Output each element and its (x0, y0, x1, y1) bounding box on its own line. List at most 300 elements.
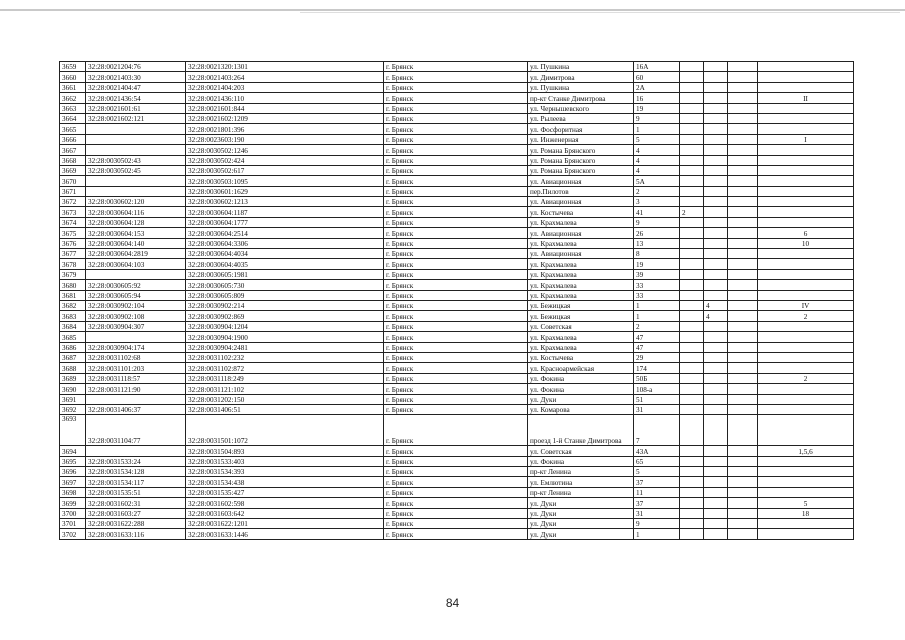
building-cadastral-number-cell: 32:28:0021601:844 (186, 103, 384, 113)
extra-cell-8 (704, 228, 728, 238)
building-cadastral-number-cell: 32:28:0031121:102 (186, 384, 384, 394)
row-number-cell: 3663 (60, 103, 86, 113)
building-cadastral-number-cell: 32:28:0021436:110 (186, 93, 384, 103)
table-row (60, 259, 854, 269)
extra-cell-8 (704, 217, 728, 227)
table-row (60, 394, 854, 404)
row-number-cell: 3694 (60, 446, 86, 456)
extra-cell-9 (728, 300, 758, 310)
house-number-cell: 5А (634, 176, 680, 186)
building-cadastral-number-cell: 32:28:0030904:1204 (186, 321, 384, 331)
house-number-cell: 26 (634, 228, 680, 238)
house-number-cell: 33 (634, 290, 680, 300)
premises-cell (758, 290, 854, 300)
house-number-cell: 39 (634, 269, 680, 279)
city-cell: г. Брянск (384, 134, 528, 144)
table-row (60, 352, 854, 362)
building-cadastral-number-cell: 32:28:0030502:424 (186, 155, 384, 165)
extra-cell-9 (728, 145, 758, 155)
extra-cell-7 (680, 487, 704, 497)
land-cadastral-number-cell: 32:28:0030604:128 (86, 217, 186, 227)
house-number-cell: 31 (634, 508, 680, 518)
premises-cell (758, 519, 854, 529)
extra-cell-7 (680, 508, 704, 518)
extra-cell-9 (728, 477, 758, 487)
building-cadastral-number-cell: 32:28:0030602:1213 (186, 197, 384, 207)
street-cell: пр-кт Ленина (528, 467, 634, 477)
building-cadastral-number-cell: 32:28:0030902:214 (186, 300, 384, 310)
extra-cell-7: 2 (680, 207, 704, 217)
building-cadastral-number-cell: 32:28:0030605:730 (186, 280, 384, 290)
land-cadastral-number-cell: 32:28:0030605:92 (86, 280, 186, 290)
extra-cell-8 (704, 269, 728, 279)
premises-cell: II (758, 93, 854, 103)
land-cadastral-number-cell (86, 124, 186, 134)
house-number-cell: 37 (634, 477, 680, 487)
extra-cell-9 (728, 332, 758, 342)
extra-cell-9 (728, 197, 758, 207)
extra-cell-8 (704, 72, 728, 82)
extra-cell-8 (704, 456, 728, 466)
row-number-cell: 3676 (60, 238, 86, 248)
extra-cell-8 (704, 249, 728, 259)
row-number-cell: 3693 (60, 415, 86, 446)
house-number-cell: 174 (634, 363, 680, 373)
land-cadastral-number-cell: 32:28:0030604:2819 (86, 249, 186, 259)
city-cell: г. Брянск (384, 404, 528, 414)
city-cell: г. Брянск (384, 280, 528, 290)
land-cadastral-number-cell (86, 176, 186, 186)
building-cadastral-number-cell: 32:28:0031406:51 (186, 404, 384, 414)
premises-cell (758, 217, 854, 227)
row-number-cell: 3669 (60, 165, 86, 175)
land-cadastral-number-cell: 32:28:0031602:31 (86, 498, 186, 508)
table-row (60, 103, 854, 113)
street-cell: ул. Костычева (528, 207, 634, 217)
street-cell: ул. Романа Брянского (528, 155, 634, 165)
house-number-cell: 29 (634, 352, 680, 362)
house-number-cell: 5 (634, 467, 680, 477)
row-number-cell: 3684 (60, 321, 86, 331)
street-cell: ул. Рылеева (528, 113, 634, 123)
land-cadastral-number-cell: 32:28:0021403:30 (86, 72, 186, 82)
premises-cell (758, 207, 854, 217)
table-row (60, 249, 854, 259)
table-row (60, 134, 854, 144)
extra-cell-8 (704, 498, 728, 508)
extra-cell-9 (728, 186, 758, 196)
building-cadastral-number-cell: 32:28:0023603:190 (186, 134, 384, 144)
street-cell: ул. Романа Брянского (528, 165, 634, 175)
extra-cell-8 (704, 487, 728, 497)
city-cell: г. Брянск (384, 446, 528, 456)
extra-cell-9 (728, 321, 758, 331)
extra-cell-7 (680, 467, 704, 477)
extra-cell-8 (704, 259, 728, 269)
extra-cell-7 (680, 155, 704, 165)
extra-cell-7 (680, 404, 704, 414)
house-number-cell: 4 (634, 145, 680, 155)
premises-cell (758, 384, 854, 394)
registry-table (59, 61, 854, 540)
table-row (60, 62, 854, 72)
land-cadastral-number-cell: 32:28:0031603:27 (86, 508, 186, 518)
extra-cell-9 (728, 280, 758, 290)
extra-cell-8 (704, 207, 728, 217)
house-number-cell: 2 (634, 186, 680, 196)
row-number-cell: 3689 (60, 373, 86, 383)
building-cadastral-number-cell: 32:28:0031102:872 (186, 363, 384, 373)
row-number-cell: 3659 (60, 62, 86, 72)
land-cadastral-number-cell: 32:28:0030602:120 (86, 197, 186, 207)
table-row (60, 415, 854, 446)
table-row (60, 269, 854, 279)
city-cell: г. Брянск (384, 197, 528, 207)
building-cadastral-number-cell: 32:28:0031622:1201 (186, 519, 384, 529)
extra-cell-7 (680, 249, 704, 259)
house-number-cell: 33 (634, 280, 680, 290)
extra-cell-7 (680, 186, 704, 196)
extra-cell-8 (704, 384, 728, 394)
extra-cell-8 (704, 321, 728, 331)
extra-cell-9 (728, 498, 758, 508)
extra-cell-9 (728, 363, 758, 373)
building-cadastral-number-cell: 32:28:0030904:1900 (186, 332, 384, 342)
street-cell: ул. Дуки (528, 529, 634, 539)
city-cell: г. Брянск (384, 332, 528, 342)
city-cell: г. Брянск (384, 467, 528, 477)
building-cadastral-number-cell: 32:28:0021602:1209 (186, 113, 384, 123)
street-cell: ул. Крахмалева (528, 342, 634, 352)
extra-cell-7 (680, 498, 704, 508)
extra-cell-7 (680, 62, 704, 72)
extra-cell-9 (728, 467, 758, 477)
row-number-cell: 3698 (60, 487, 86, 497)
house-number-cell: 47 (634, 332, 680, 342)
house-number-cell: 5 (634, 134, 680, 144)
premises-cell (758, 259, 854, 269)
premises-cell (758, 72, 854, 82)
premises-cell (758, 280, 854, 290)
premises-cell: 2 (758, 373, 854, 383)
building-cadastral-number-cell: 32:28:0031534:393 (186, 467, 384, 477)
extra-cell-8 (704, 124, 728, 134)
land-cadastral-number-cell: 32:28:0030904:307 (86, 321, 186, 331)
land-cadastral-number-cell: 32:28:0021602:121 (86, 113, 186, 123)
street-cell: ул. Дуки (528, 394, 634, 404)
extra-cell-9 (728, 155, 758, 165)
extra-cell-9 (728, 394, 758, 404)
table-row (60, 145, 854, 155)
row-number-cell: 3677 (60, 249, 86, 259)
table-row (60, 82, 854, 92)
premises-cell: 1,5,6 (758, 446, 854, 456)
row-number-cell: 3666 (60, 134, 86, 144)
extra-cell-7 (680, 446, 704, 456)
city-cell: г. Брянск (384, 269, 528, 279)
table-row (60, 519, 854, 529)
premises-cell (758, 415, 854, 446)
building-cadastral-number-cell: 32:28:0030605:809 (186, 290, 384, 300)
row-number-cell: 3683 (60, 311, 86, 321)
premises-cell (758, 467, 854, 477)
street-cell: ул. Крахмалева (528, 290, 634, 300)
land-cadastral-number-cell: 32:28:0031102:68 (86, 352, 186, 362)
land-cadastral-number-cell: 32:28:0030604:140 (86, 238, 186, 248)
extra-cell-8 (704, 93, 728, 103)
house-number-cell: 41 (634, 207, 680, 217)
table-row (60, 373, 854, 383)
table-row (60, 456, 854, 466)
premises-cell (758, 62, 854, 72)
row-number-cell: 3679 (60, 269, 86, 279)
extra-cell-8 (704, 352, 728, 362)
city-cell: г. Брянск (384, 363, 528, 373)
street-cell: ул. Пушкина (528, 82, 634, 92)
extra-cell-8 (704, 332, 728, 342)
extra-cell-7 (680, 269, 704, 279)
land-cadastral-number-cell: 32:28:0030604:103 (86, 259, 186, 269)
house-number-cell: 108-а (634, 384, 680, 394)
row-number-cell: 3685 (60, 332, 86, 342)
extra-cell-9 (728, 415, 758, 446)
extra-cell-7 (680, 280, 704, 290)
land-cadastral-number-cell: 32:28:0030604:116 (86, 207, 186, 217)
city-cell: г. Брянск (384, 352, 528, 362)
extra-cell-9 (728, 217, 758, 227)
land-cadastral-number-cell: 32:28:0030604:153 (86, 228, 186, 238)
row-number-cell: 3661 (60, 82, 86, 92)
page-number: 84 (445, 596, 460, 610)
table-row (60, 165, 854, 175)
house-number-cell: 16 (634, 93, 680, 103)
table-row (60, 300, 854, 310)
table-row (60, 113, 854, 123)
extra-cell-7 (680, 113, 704, 123)
building-cadastral-number-cell: 32:28:0031504:893 (186, 446, 384, 456)
house-number-cell: 43А (634, 446, 680, 456)
house-number-cell: 4 (634, 165, 680, 175)
extra-cell-8 (704, 280, 728, 290)
extra-cell-9 (728, 373, 758, 383)
land-cadastral-number-cell (86, 145, 186, 155)
row-number-cell: 3680 (60, 280, 86, 290)
extra-cell-9 (728, 290, 758, 300)
scan-top-edge (0, 9, 905, 11)
land-cadastral-number-cell (86, 186, 186, 196)
building-cadastral-number-cell: 32:28:0021403:264 (186, 72, 384, 82)
street-cell: ул. Советская (528, 446, 634, 456)
row-number-cell: 3678 (60, 259, 86, 269)
extra-cell-7 (680, 415, 704, 446)
house-number-cell: 1 (634, 311, 680, 321)
street-cell: ул. Крахмалева (528, 217, 634, 227)
table-row (60, 477, 854, 487)
extra-cell-7 (680, 519, 704, 529)
premises-cell (758, 176, 854, 186)
extra-cell-7 (680, 456, 704, 466)
building-cadastral-number-cell: 32:28:0030502:617 (186, 165, 384, 175)
city-cell: г. Брянск (384, 103, 528, 113)
extra-cell-7 (680, 311, 704, 321)
table-row (60, 207, 854, 217)
city-cell: г. Брянск (384, 82, 528, 92)
house-number-cell: 4 (634, 155, 680, 165)
building-cadastral-number-cell: 32:28:0031202:150 (186, 394, 384, 404)
house-number-cell: 60 (634, 72, 680, 82)
building-cadastral-number-cell: 32:28:0031534:438 (186, 477, 384, 487)
land-cadastral-number-cell: 32:28:0031533:24 (86, 456, 186, 466)
city-cell: г. Брянск (384, 217, 528, 227)
city-cell: г. Брянск (384, 249, 528, 259)
land-cadastral-number-cell: 32:28:0031104:77 (86, 415, 186, 446)
extra-cell-7 (680, 228, 704, 238)
building-cadastral-number-cell: 32:28:0030604:1777 (186, 217, 384, 227)
street-cell: ул. Инженерная (528, 134, 634, 144)
premises-cell: 2 (758, 311, 854, 321)
building-cadastral-number-cell: 32:28:0030502:1246 (186, 145, 384, 155)
extra-cell-9 (728, 72, 758, 82)
building-cadastral-number-cell: 32:28:0030604:4034 (186, 249, 384, 259)
premises-cell: IV (758, 300, 854, 310)
building-cadastral-number-cell: 32:28:0030904:2481 (186, 342, 384, 352)
premises-cell (758, 394, 854, 404)
land-cadastral-number-cell: 32:28:0021436:54 (86, 93, 186, 103)
premises-cell: 5 (758, 498, 854, 508)
extra-cell-7 (680, 238, 704, 248)
table-row (60, 238, 854, 248)
house-number-cell: 9 (634, 113, 680, 123)
building-cadastral-number-cell: 32:28:0030902:869 (186, 311, 384, 321)
land-cadastral-number-cell (86, 134, 186, 144)
city-cell: г. Брянск (384, 373, 528, 383)
land-cadastral-number-cell: 32:28:0030902:108 (86, 311, 186, 321)
house-number-cell: 31 (634, 404, 680, 414)
land-cadastral-number-cell: 32:28:0031101:203 (86, 363, 186, 373)
land-cadastral-number-cell: 32:28:0031534:128 (86, 467, 186, 477)
house-number-cell: 1 (634, 300, 680, 310)
street-cell: ул. Дуки (528, 508, 634, 518)
scan-top-edge-shadow (300, 12, 900, 13)
row-number-cell: 3686 (60, 342, 86, 352)
table-row (60, 124, 854, 134)
land-cadastral-number-cell (86, 446, 186, 456)
premises-cell (758, 165, 854, 175)
premises-cell (758, 321, 854, 331)
premises-cell (758, 113, 854, 123)
row-number-cell: 3697 (60, 477, 86, 487)
premises-cell (758, 404, 854, 414)
city-cell: г. Брянск (384, 477, 528, 487)
extra-cell-7 (680, 124, 704, 134)
extra-cell-9 (728, 456, 758, 466)
house-number-cell: 47 (634, 342, 680, 352)
street-cell: ул. Емлютина (528, 477, 634, 487)
extra-cell-7 (680, 384, 704, 394)
city-cell: г. Брянск (384, 456, 528, 466)
extra-cell-9 (728, 249, 758, 259)
extra-cell-9 (728, 508, 758, 518)
extra-cell-7 (680, 290, 704, 300)
row-number-cell: 3691 (60, 394, 86, 404)
extra-cell-9 (728, 93, 758, 103)
extra-cell-8 (704, 415, 728, 446)
extra-cell-9 (728, 124, 758, 134)
table-row (60, 342, 854, 352)
house-number-cell: 2А (634, 82, 680, 92)
row-number-cell: 3696 (60, 467, 86, 477)
premises-cell (758, 124, 854, 134)
street-cell: проезд 1-й Станке Димитрова (528, 415, 634, 446)
extra-cell-7 (680, 394, 704, 404)
table-row (60, 321, 854, 331)
extra-cell-9 (728, 176, 758, 186)
extra-cell-8 (704, 82, 728, 92)
premises-cell (758, 352, 854, 362)
city-cell: г. Брянск (384, 321, 528, 331)
premises-cell: 10 (758, 238, 854, 248)
extra-cell-7 (680, 197, 704, 207)
extra-cell-9 (728, 352, 758, 362)
table-row (60, 446, 854, 456)
house-number-cell: 9 (634, 217, 680, 227)
row-number-cell: 3688 (60, 363, 86, 373)
house-number-cell: 19 (634, 259, 680, 269)
row-number-cell: 3673 (60, 207, 86, 217)
row-number-cell: 3671 (60, 186, 86, 196)
city-cell: г. Брянск (384, 311, 528, 321)
city-cell: г. Брянск (384, 145, 528, 155)
land-cadastral-number-cell (86, 394, 186, 404)
city-cell: г. Брянск (384, 415, 528, 446)
extra-cell-8 (704, 134, 728, 144)
extra-cell-7 (680, 82, 704, 92)
extra-cell-7 (680, 165, 704, 175)
street-cell: ул. Фосфоритная (528, 124, 634, 134)
street-cell: ул. Дуки (528, 498, 634, 508)
row-number-cell: 3675 (60, 228, 86, 238)
building-cadastral-number-cell: 32:28:0030604:2514 (186, 228, 384, 238)
premises-cell (758, 363, 854, 373)
house-number-cell: 7 (634, 415, 680, 446)
city-cell: г. Брянск (384, 124, 528, 134)
extra-cell-7 (680, 103, 704, 113)
row-number-cell: 3668 (60, 155, 86, 165)
premises-cell: 18 (758, 508, 854, 518)
land-cadastral-number-cell: 32:28:0021601:61 (86, 103, 186, 113)
extra-cell-9 (728, 82, 758, 92)
house-number-cell: 50Б (634, 373, 680, 383)
premises-cell (758, 145, 854, 155)
extra-cell-9 (728, 311, 758, 321)
row-number-cell: 3681 (60, 290, 86, 300)
extra-cell-8 (704, 446, 728, 456)
city-cell: г. Брянск (384, 300, 528, 310)
row-number-cell: 3672 (60, 197, 86, 207)
city-cell: г. Брянск (384, 519, 528, 529)
table-row (60, 176, 854, 186)
table-row (60, 228, 854, 238)
premises-cell (758, 269, 854, 279)
extra-cell-9 (728, 134, 758, 144)
city-cell: г. Брянск (384, 72, 528, 82)
extra-cell-8: 4 (704, 311, 728, 321)
extra-cell-9 (728, 228, 758, 238)
house-number-cell: 1 (634, 124, 680, 134)
building-cadastral-number-cell: 32:28:0031603:642 (186, 508, 384, 518)
extra-cell-9 (728, 384, 758, 394)
premises-cell (758, 197, 854, 207)
